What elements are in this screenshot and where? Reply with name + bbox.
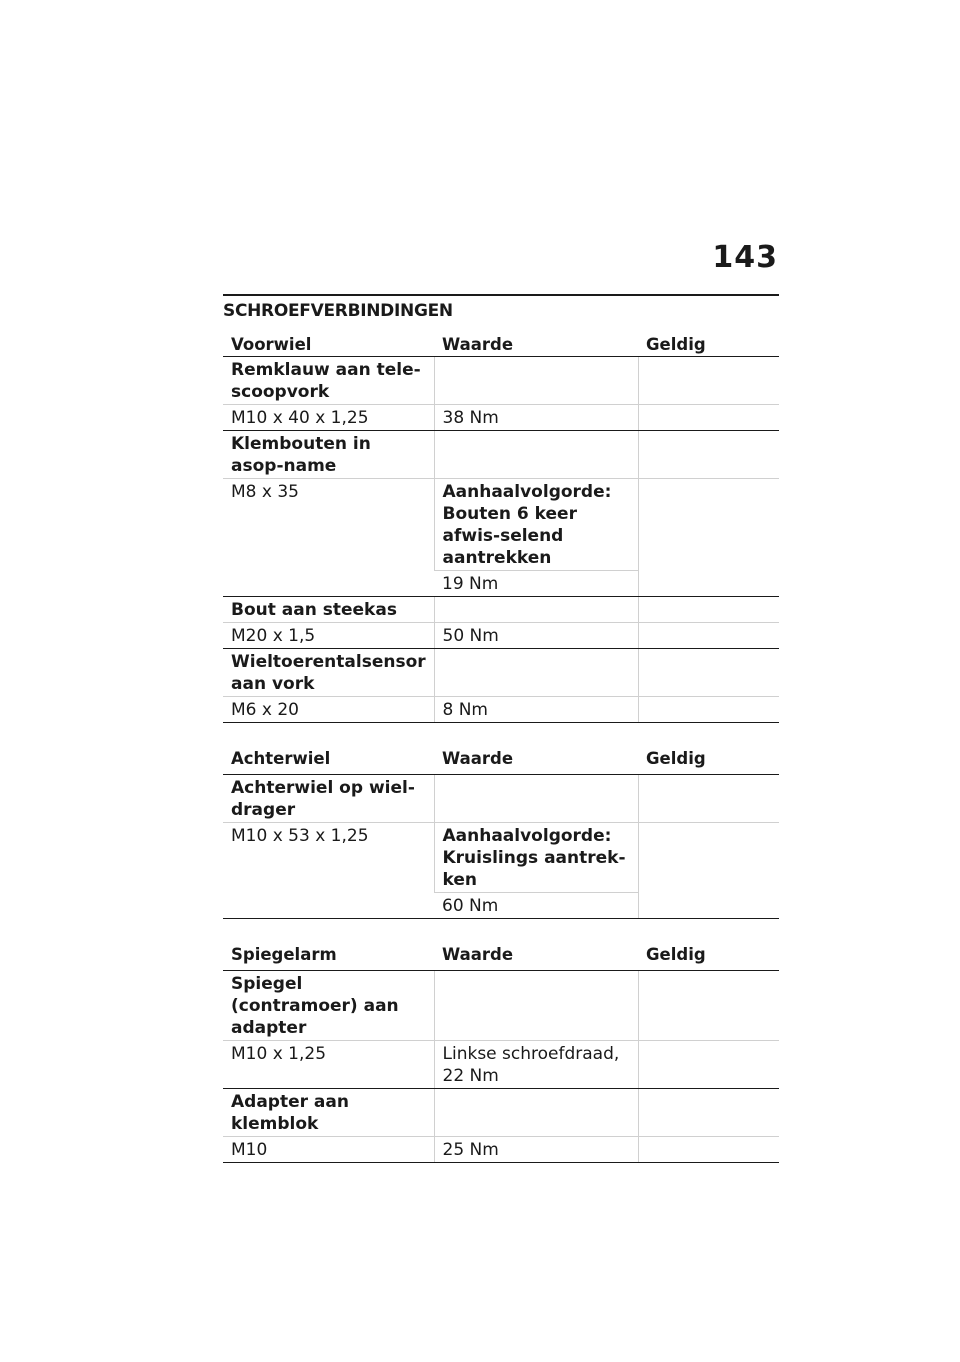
thread-spec: M6 x 20 [223, 697, 434, 723]
thread-spec: M10 x 1,25 [223, 1041, 434, 1089]
table-row [223, 479, 779, 571]
column-header: Achterwiel [223, 742, 434, 775]
thread-spec: M10 x 40 x 1,25 [223, 405, 434, 431]
thread-spec: M10 x 53 x 1,25 [223, 823, 434, 919]
thread-spec: M8 x 35 [223, 479, 434, 597]
table-row [223, 649, 779, 697]
tightening-sequence: Aanhaalvolgorde: Kruislings aantrek-ken [434, 823, 638, 893]
table-header-row [223, 938, 779, 971]
column-header: Waarde [434, 324, 638, 357]
torque-value: 19 Nm [434, 571, 638, 597]
page-number: 143 [712, 240, 778, 275]
table-spiegelarm [223, 938, 779, 1163]
table-row [223, 697, 779, 723]
torque-content [223, 294, 779, 1163]
part-name: Wieltoerentalsensor aan vork [223, 649, 434, 697]
table-row [223, 357, 779, 405]
torque-value: 38 Nm [434, 405, 638, 431]
thread-spec: M20 x 1,5 [223, 623, 434, 649]
tightening-sequence: Aanhaalvolgorde: Bouten 6 keer afwis-selend aantrekken [434, 479, 638, 571]
table-achterwiel [223, 742, 779, 919]
column-header: Waarde [434, 938, 638, 971]
torque-value: Linkse schroefdraad, 22 Nm [434, 1041, 638, 1089]
table-row [223, 823, 779, 893]
table-row [223, 431, 779, 479]
table-row [223, 1089, 779, 1137]
table-row [223, 971, 779, 1041]
torque-value: 25 Nm [434, 1137, 638, 1163]
thread-spec: M10 [223, 1137, 434, 1163]
column-header: Geldig [638, 938, 779, 971]
table-voorwiel [223, 324, 779, 723]
table-row [223, 405, 779, 431]
table-row [223, 775, 779, 823]
part-name: Remklauw aan tele-scoopvork [223, 357, 434, 405]
torque-value: 60 Nm [434, 893, 638, 919]
torque-value: 8 Nm [434, 697, 638, 723]
part-name: Adapter aan klemblok [223, 1089, 434, 1137]
column-header: Spiegelarm [223, 938, 434, 971]
column-header: Geldig [638, 324, 779, 357]
section-title: SCHROEFVERBINDINGEN [223, 294, 779, 324]
table-header-row [223, 324, 779, 357]
column-header: Geldig [638, 742, 779, 775]
column-header: Waarde [434, 742, 638, 775]
table-row [223, 1137, 779, 1163]
part-name: Achterwiel op wiel-drager [223, 775, 434, 823]
torque-value: 50 Nm [434, 623, 638, 649]
column-header: Voorwiel [223, 324, 434, 357]
table-row [223, 623, 779, 649]
table-header-row [223, 742, 779, 775]
table-row [223, 1041, 779, 1089]
part-name: Spiegel (contramoer) aan adapter [223, 971, 434, 1041]
part-name: Bout aan steekas [223, 597, 434, 623]
part-name: Klembouten in asop-name [223, 431, 434, 479]
table-row [223, 597, 779, 623]
